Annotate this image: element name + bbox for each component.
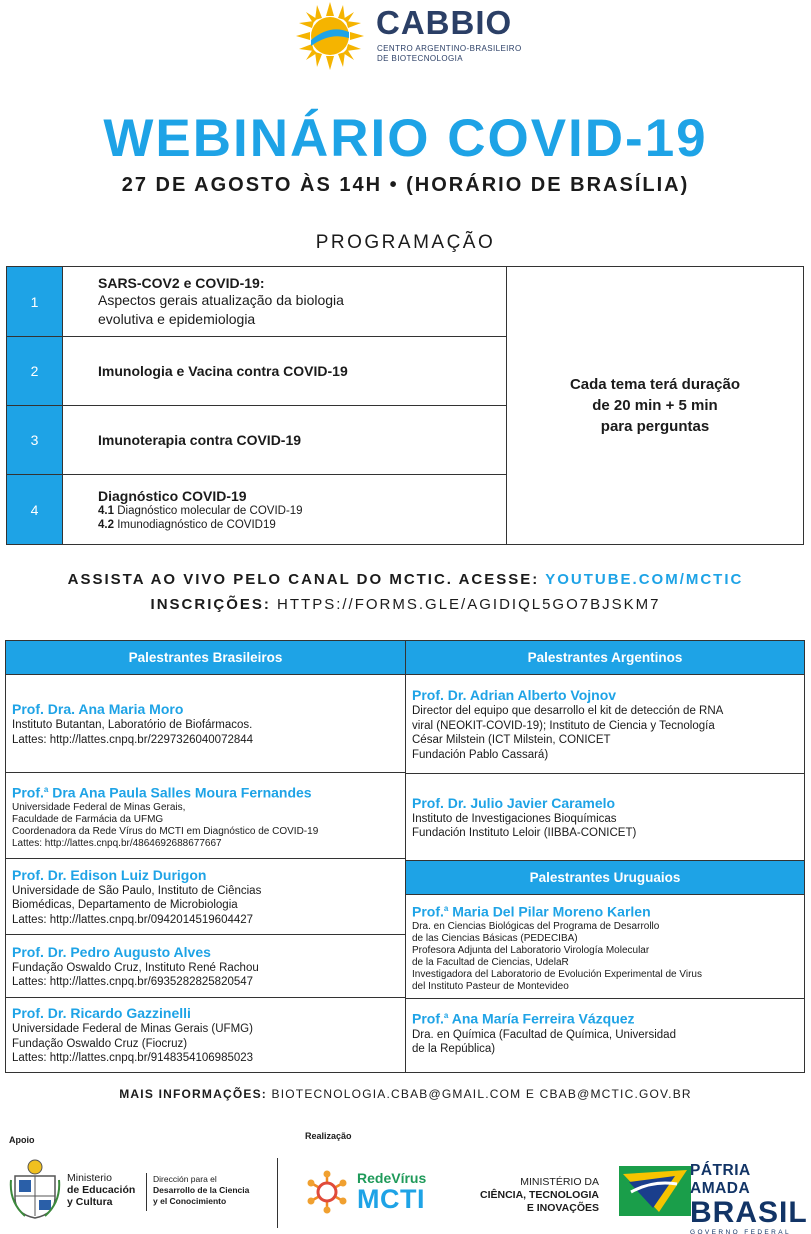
speaker-title-sup: a	[443, 904, 449, 914]
uruguay-coat-of-arms-icon	[9, 1158, 61, 1220]
rede-virus-icon	[305, 1170, 349, 1214]
brasil-logo-text	[690, 1162, 808, 1234]
speaker-name-text: Dra Ana Paula Salles Moura Fernandes	[48, 784, 312, 801]
organizers-label: Realização	[305, 1131, 352, 1141]
org-subtitle-line: CENTRO ARGENTINO-BRASILEIRO	[377, 44, 522, 53]
speaker-title: Prof.	[12, 784, 44, 801]
duration-line: Cada tema terá duração	[569, 376, 741, 393]
mec-line: y Cultura	[67, 1196, 113, 1208]
registration-link[interactable]: HTTPS://FORMS.GLE/AGIDIQL5GO7BJSKM7	[277, 596, 661, 613]
speaker-info: viral (NEOKIT-COVID-19); Instituto de Ciencia y Tecnología	[412, 719, 715, 732]
duration-note	[506, 267, 803, 544]
mec-logo-text	[67, 1172, 135, 1208]
speaker-card	[6, 773, 405, 859]
speaker-lattes: Lattes: http://lattes.cnpq.br/2297326040072844	[12, 733, 254, 746]
brasil-slogan: PÁTRIA AMADA	[690, 1162, 751, 1197]
speaker-info: de la Facultad de Ciencias, UdelaR	[412, 956, 569, 968]
speaker-card	[406, 895, 804, 999]
speaker-lattes: Lattes: http://lattes.cnpq.br/9148354106985023	[12, 1052, 254, 1065]
speaker-info: Profesora Adjunta del Laboratorio Virología Molecular	[412, 944, 650, 956]
subtopic-text: Imunodiagnóstico de COVID19	[117, 518, 276, 531]
org-subtitle	[377, 44, 537, 64]
speaker-info: Universidade Federal de Minas Gerais (UFMG)	[12, 1023, 253, 1036]
program-topic-desc: evolutiva e epidemiologia	[98, 310, 256, 327]
argentina-heading: Palestrantes Argentinos	[406, 641, 804, 675]
program-number: 2	[7, 337, 63, 405]
mcti-logo-text	[473, 1176, 599, 1215]
speaker-name: Prof. Dr. Adrian Alberto Vojnov	[412, 687, 617, 703]
more-info-label: MAIS INFORMAÇÕES:	[119, 1087, 267, 1101]
live-stream-line	[0, 571, 811, 588]
support-label: Apoio	[9, 1135, 35, 1145]
youtube-link[interactable]: YOUTUBE.COM/MCTIC	[545, 571, 744, 588]
speaker-info: César Milstein (ICT Milstein, CONICET	[412, 734, 611, 746]
speaker-info: de las Ciencias Básicas (PEDECIBA)	[412, 932, 578, 944]
brazil-column	[6, 641, 406, 1072]
speaker-card	[6, 935, 405, 998]
brazil-flag-icon	[619, 1166, 691, 1216]
duration-line: para perguntas	[600, 418, 710, 435]
speaker-info: Fundación Instituto Leloir (IIBBA-CONICET)	[412, 827, 637, 839]
org-name: CABBIO	[376, 4, 513, 41]
speaker-lattes: Lattes: http://lattes.cnpq.br/6935282825820547	[12, 976, 254, 988]
live-text: ASSISTA AO VIVO PELO CANAL DO MCTIC. ACESSE:	[67, 571, 540, 588]
program-topic-title: Diagnóstico COVID-19	[98, 487, 247, 504]
program-table	[6, 266, 804, 545]
program-number: 1	[7, 267, 63, 336]
brazil-heading: Palestrantes Brasileiros	[6, 641, 405, 675]
speaker-name: Prof. Dr. Edison Luiz Durigon	[12, 866, 207, 883]
speaker-name-text: Maria Del Pilar Moreno Karlen	[448, 903, 651, 920]
program-number: 4	[7, 475, 63, 544]
contact-emails[interactable]: BIOTECNOLOGIA.CBAB@GMAIL.COM E CBAB@MCTIC.GOV.BR	[271, 1087, 692, 1101]
program-topic-title: SARS-COV2 e COVID-19:	[98, 274, 265, 291]
program-topic	[98, 267, 500, 336]
speakers-table	[5, 640, 805, 1073]
speaker-info: de la República)	[412, 1043, 496, 1056]
speaker-info: Coordenadora da Rede Vírus do MCTI em Diagnóstico de COVID-19	[12, 825, 319, 837]
speaker-info: Fundação Oswaldo Cruz, Instituto René Rachou	[12, 961, 259, 974]
program-topic	[98, 406, 500, 474]
program-topic	[98, 337, 500, 405]
speaker-card	[406, 999, 804, 1072]
speaker-info: Fundación Pablo Cassará)	[412, 748, 549, 761]
speaker-info: Fundação Oswaldo Cruz (Fiocruz)	[12, 1037, 188, 1050]
speaker-title: Prof.	[412, 903, 444, 920]
speaker-info: Universidade Federal de Minas Gerais,	[12, 801, 186, 813]
speaker-info: Dra. en Química (Facultad de Química, Universidad	[412, 1028, 676, 1041]
speaker-title-sup: a	[443, 1011, 449, 1020]
mec-line: de Educación	[67, 1184, 136, 1196]
program-topic-title: Imunoterapia contra COVID-19	[98, 432, 302, 448]
speaker-card	[6, 859, 405, 935]
rede-virus-mcti: MCTI	[357, 1184, 425, 1214]
registration-label: INSCRIÇÕES:	[150, 596, 271, 613]
speaker-info: Instituto de Investigaciones Bioquímicas	[412, 812, 617, 825]
uruguay-heading: Palestrantes Uruguaios	[406, 861, 804, 895]
program-topic-desc: Aspectos gerais atualização da biologia	[98, 291, 344, 308]
duration-line: de 20 min + 5 min	[592, 397, 718, 414]
divider	[146, 1173, 147, 1211]
program-topic-title: Imunologia e Vacina contra COVID-19	[98, 363, 348, 379]
divider	[277, 1158, 278, 1228]
speaker-name: Prof. Dr. Pedro Augusto Alves	[12, 943, 211, 960]
mcti-line: E INOVAÇÕES	[526, 1202, 599, 1214]
speaker-card	[6, 675, 405, 773]
speaker-name	[12, 781, 399, 802]
speaker-name: Prof. Dra. Ana Maria Moro	[12, 701, 184, 717]
speaker-name: Prof. Dr. Julio Javier Caramelo	[412, 794, 616, 811]
speaker-info: Investigadora del Laboratorio de Evolución Experimental de Virus	[412, 968, 702, 980]
subtopic-text: Diagnóstico molecular de COVID-19	[117, 504, 303, 517]
argentina-uruguay-column	[406, 641, 804, 1072]
subtopic-number: 4.1	[98, 504, 114, 517]
page-title: WEBINÁRIO COVID-19	[103, 109, 708, 168]
mcti-line: MINISTÉRIO DA	[520, 1176, 599, 1188]
mcti-line: CIÊNCIA, TECNOLOGIA	[479, 1189, 599, 1201]
direccion-logo-text	[153, 1174, 249, 1207]
program-row	[7, 475, 506, 544]
speaker-info: Faculdade de Farmácia da UFMG	[12, 813, 164, 825]
rede-virus-name: RedeVírus	[357, 1170, 427, 1186]
program-row	[7, 337, 506, 406]
speaker-name-text: Ana María Ferreira Vázquez	[448, 1010, 635, 1027]
speaker-info: Dra. en Ciencias Biológicas del Programa de Desarrollo	[412, 920, 660, 932]
speaker-card	[6, 998, 405, 1072]
more-info-line	[0, 1087, 811, 1101]
event-date: 27 DE AGOSTO ÀS 14H • (HORÁRIO DE BRASÍLIA)	[121, 174, 690, 196]
speaker-title-sup: a	[43, 785, 49, 795]
speaker-info: Instituto Butantan, Laboratório de Biofármacos.	[12, 719, 253, 731]
speaker-card	[406, 675, 804, 774]
sun-logo-icon	[296, 2, 364, 70]
speaker-info: Universidade de São Paulo, Instituto de Ciências	[12, 884, 262, 897]
dir-line: y el Conocimiento	[153, 1196, 227, 1206]
speaker-info: Biomédicas, Departamento de Microbiologia	[12, 899, 238, 912]
dir-line: Dirección para el	[153, 1174, 217, 1184]
org-subtitle-line: DE BIOTECNOLOGIA	[377, 54, 463, 63]
speaker-name: Prof. Dr. Ricardo Gazzinelli	[12, 1005, 191, 1022]
speaker-info: del Instituto Pasteur de Montevideo	[412, 980, 569, 992]
speaker-name	[412, 900, 798, 921]
mec-line: Ministerio	[67, 1172, 112, 1184]
program-heading: PROGRAMAÇÃO	[315, 232, 496, 253]
speaker-lattes: Lattes: http://lattes.cnpq.br/4864692688677667	[12, 837, 222, 849]
program-topic	[98, 475, 500, 544]
speaker-info: Director del equipo que desarrollo el kit de detección de RNA	[412, 705, 724, 717]
program-row	[7, 406, 506, 475]
speaker-title: Prof.	[412, 1010, 444, 1027]
program-subtopic	[98, 518, 500, 532]
dir-line: Desarrollo de la Ciencia	[153, 1185, 250, 1195]
registration-line	[0, 596, 811, 613]
cabbio-logo	[296, 0, 526, 70]
speaker-name	[412, 1007, 798, 1028]
speaker-card	[406, 774, 804, 861]
subtopic-number: 4.2	[98, 518, 114, 531]
program-number: 3	[7, 406, 63, 474]
program-row	[7, 267, 506, 337]
brasil-word: BRASIL	[690, 1196, 808, 1229]
speaker-lattes: Lattes: http://lattes.cnpq.br/0942014519604427	[12, 913, 254, 926]
program-subtopic	[98, 504, 500, 518]
governo-federal: GOVERNO FEDERAL	[690, 1229, 792, 1234]
